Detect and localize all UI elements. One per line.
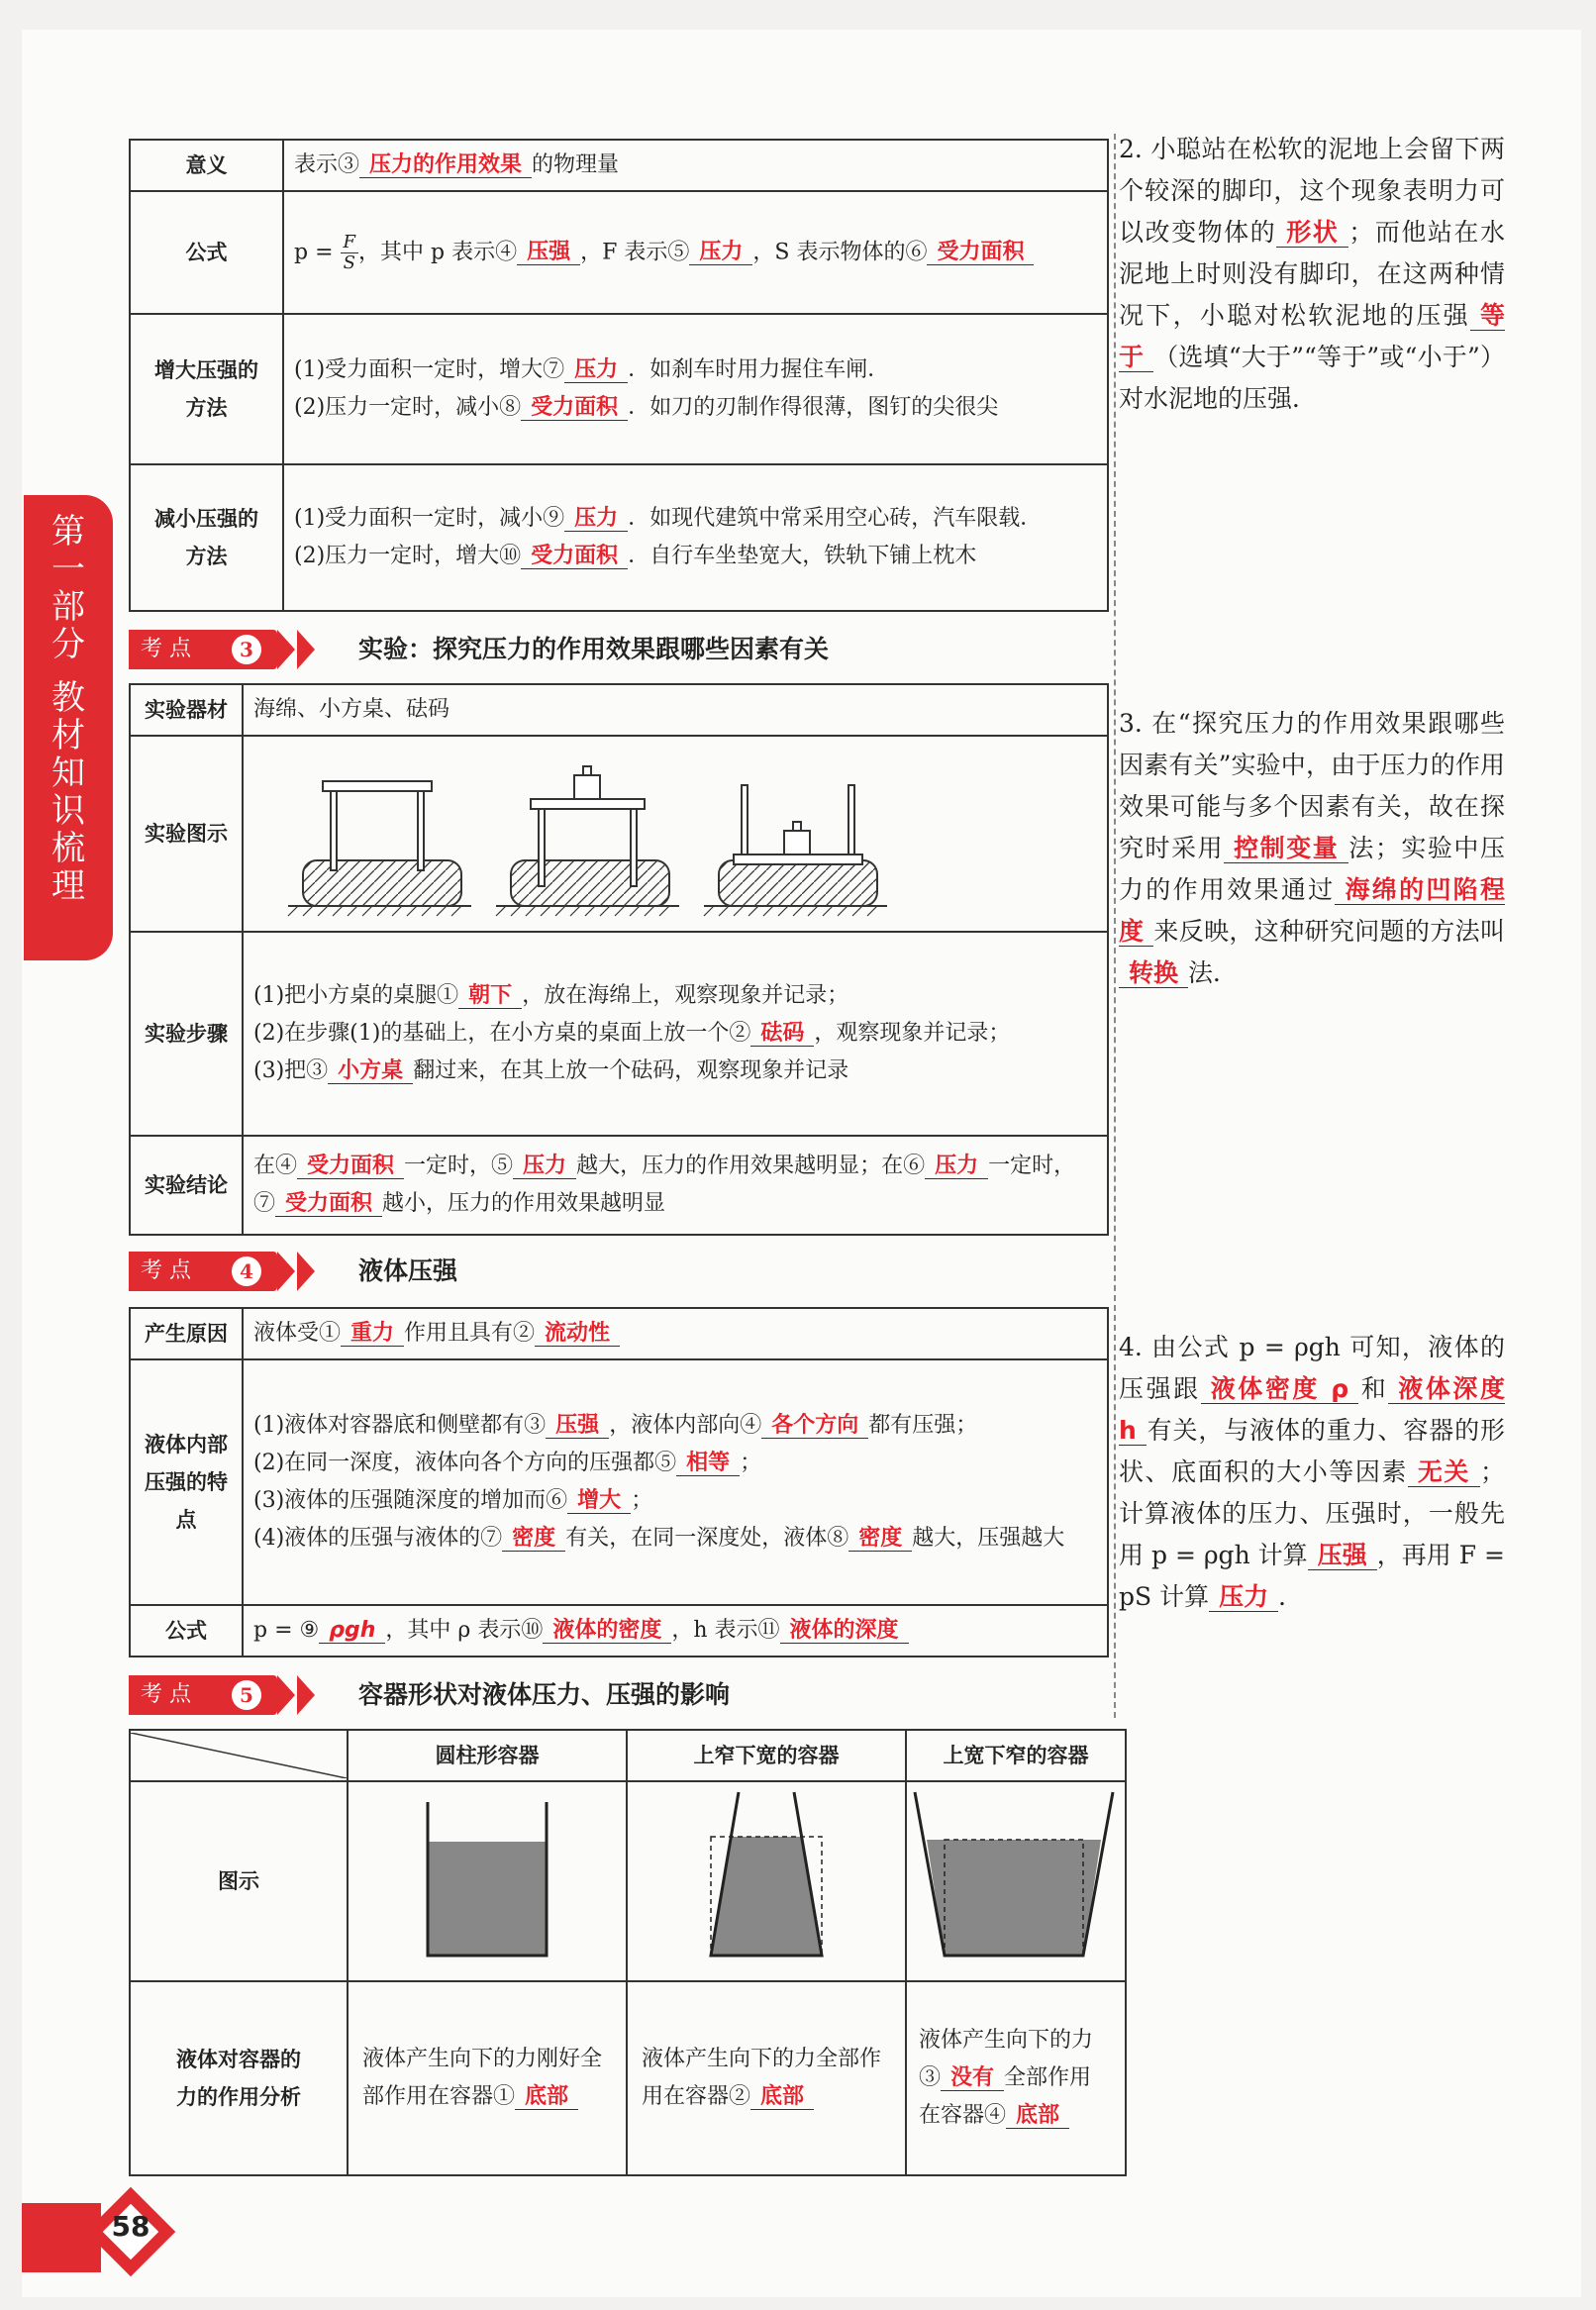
answer: 底部 <box>515 2084 578 2110</box>
table-row <box>130 1605 1108 1657</box>
experiment-figure <box>243 736 1108 932</box>
column-header: 上窄下宽的容器 <box>627 1730 906 1781</box>
narrow-top-container-icon <box>628 1782 905 1980</box>
liquid-pressure-table <box>129 1307 1109 1657</box>
table-row <box>130 1308 1108 1359</box>
side-char: 知 <box>51 753 85 793</box>
row-label: 实验图示 <box>130 736 243 932</box>
table-row <box>130 932 1108 1136</box>
side-char: 理 <box>51 866 85 906</box>
answer: 液体的密度 <box>543 1618 671 1644</box>
side-char: 材 <box>51 716 85 755</box>
answer: 液体密度 ρ <box>1201 1374 1358 1404</box>
row-label: 实验器材 <box>130 684 243 736</box>
section-title: 液体压强 <box>358 1256 458 1285</box>
row-label: 实验结论 <box>130 1136 243 1235</box>
answer: 没有 <box>941 2065 1004 2091</box>
side-char: 分 <box>51 625 85 664</box>
arrow-icon <box>277 1675 295 1715</box>
answer: ρgh <box>319 1618 385 1644</box>
analysis-cell: 液体产生向下的力全部作用在容器② 底部 <box>627 1981 906 2175</box>
answer: 受力面积 <box>275 1191 382 1217</box>
answer: 压力 <box>513 1154 576 1179</box>
row-label: 液体对容器的力的作用分析 <box>130 1981 348 2175</box>
section-number: 3 <box>232 635 261 664</box>
fraction-numerator: F <box>341 233 359 253</box>
row-content: 液体受① 重力 作用且具有② 流动性 <box>243 1308 1108 1359</box>
answer: 各个方向 <box>761 1413 868 1439</box>
answer: 压力 <box>564 357 628 383</box>
table-header-row <box>130 1730 1126 1781</box>
experiment-table <box>129 683 1109 1236</box>
answer: 形状 <box>1276 218 1348 248</box>
row-label: 图示 <box>130 1781 348 1981</box>
table-row <box>130 314 1108 464</box>
column-header: 上宽下窄的容器 <box>906 1730 1126 1781</box>
table-row <box>130 736 1108 932</box>
answer: 压强 <box>1308 1541 1377 1570</box>
diagonal-line <box>131 1733 347 1778</box>
container-shape-table <box>129 1729 1127 2176</box>
answer: 压强 <box>517 240 580 265</box>
row-content: (1)受力面积一定时，减小⑨ 压力 ．如现代建筑中常采用空心砖，汽车限载． (2)压力一定时，增大⑩ 受力面积 ．自行车坐垫宽大，铁轨下铺上枕木 <box>283 464 1108 611</box>
question-2: 2. 小聪站在松软的泥地上会留下两个较深的脚印，这个现象表明力可以改变物体的 形状 ；而他站在水泥地上时则没有脚印，在这两种情况下，小聪对松软泥地的压强 等于 （选填“大于”“等于”或“小于”）对水泥地的压强． <box>1119 135 1505 413</box>
wide-top-container-icon <box>907 1782 1125 1980</box>
row-label: 公式 <box>130 191 283 314</box>
diagonal-header-cell <box>130 1730 348 1781</box>
section-header-5 <box>129 1675 1109 1715</box>
answer: 压强 <box>546 1413 609 1439</box>
row-content: 在④ 受力面积 一定时，⑤ 压力 越大，压力的作用效果越明显；在⑥ 压力 一定时，⑦ 受力面积 越小，压力的作用效果越明显 <box>243 1136 1108 1235</box>
section-number: 4 <box>232 1256 261 1286</box>
cylinder-figure <box>348 1781 627 1981</box>
answer: 受力面积 <box>521 395 628 421</box>
question-3: 3. 在“探究压力的作用效果跟哪些因素有关”实验中，由于压力的作用效果可能与多个因素有关，故在探究时采用 控制变量 法；实验中压力的作用效果通过 海绵的凹陷程度 来反映，这种研究问题的方法叫转换 法． <box>1119 709 1505 987</box>
row-label: 增大压强的方法 <box>130 314 283 464</box>
answer: 流动性 <box>535 1321 620 1347</box>
column-header: 圆柱形容器 <box>348 1730 627 1781</box>
answer: 重力 <box>341 1321 404 1347</box>
column-divider <box>1114 134 1116 1718</box>
answer: 压力的作用效果 <box>359 152 532 178</box>
row-content: 海绵、小方桌、砝码 <box>243 684 1108 736</box>
section-header-3 <box>129 630 1109 669</box>
row-label: 意义 <box>130 140 283 191</box>
row-content: p = $\frac{F}{S}$ ，其中 p 表示④ 压强 ，F 表示⑤ 压力 ，S 表示物体的⑥ 受力面积 <box>283 191 1108 314</box>
side-char: 第 <box>51 512 85 552</box>
page-number-bar <box>22 2203 101 2272</box>
answer: 小方桌 <box>328 1058 413 1084</box>
answer: 底部 <box>750 2084 814 2110</box>
table-row <box>130 464 1108 611</box>
section-tag: 考 点 <box>129 630 277 669</box>
section-header-4 <box>129 1252 1109 1291</box>
answer: 受力面积 <box>927 240 1034 265</box>
answer: 压力 <box>689 240 752 265</box>
table-row <box>130 191 1108 314</box>
table-row <box>130 684 1108 736</box>
chapter-side-tab <box>24 495 113 960</box>
wide-top-figure <box>906 1781 1126 1981</box>
fraction-denominator: S <box>343 251 355 273</box>
answer: 压力 <box>1209 1582 1278 1612</box>
row-label: 液体内部压强的特点 <box>130 1359 243 1605</box>
section-tag: 考 点 <box>129 1675 277 1715</box>
row-content: (1)把小方桌的桌腿① 朝下 ，放在海绵上，观察现象并记录； (2)在步骤(1)的基础上，在小方桌的桌面上放一个② 砝码 ，观察现象并记录； (3)把③ 小方桌 翻过来，在其上放一个砝码，观察现象并记录 <box>243 932 1108 1136</box>
narrow-top-figure <box>627 1781 906 1981</box>
answer: 砝码 <box>750 1021 814 1047</box>
table-row <box>130 1981 1126 2175</box>
arrow-icon <box>297 630 315 669</box>
table-row <box>130 1359 1108 1605</box>
answer: 控制变量 <box>1224 834 1348 863</box>
answer: 液体深度 h <box>1119 1374 1505 1445</box>
arrow-icon <box>297 1252 315 1291</box>
answer: 受力面积 <box>297 1154 404 1179</box>
answer: 增大 <box>567 1488 631 1514</box>
answer: 海绵的凹陷程度 <box>1119 875 1505 946</box>
row-label: 产生原因 <box>130 1308 243 1359</box>
side-char: 部 <box>51 587 85 627</box>
answer: 压力 <box>925 1154 988 1179</box>
pressure-table <box>129 139 1109 612</box>
answer: 液体的深度 <box>780 1618 909 1644</box>
answer: 压力 <box>564 506 628 532</box>
analysis-cell: 液体产生向下的力刚好全部作用在容器① 底部 <box>348 1981 627 2175</box>
answer: 底部 <box>1006 2103 1069 2129</box>
table-row <box>130 140 1108 191</box>
section-title: 实验：探究压力的作用效果跟哪些因素有关 <box>358 635 830 663</box>
row-label: 实验步骤 <box>130 932 243 1136</box>
answer: 朝下 <box>458 983 522 1009</box>
answer: 转换 <box>1119 958 1188 988</box>
side-char: 一 <box>51 550 85 589</box>
row-content: 表示③ 压力的作用效果 的物理量 <box>283 140 1108 191</box>
answer: 相等 <box>676 1451 740 1476</box>
row-content: (1)液体对容器底和侧壁都有③ 压强 ，液体内部向④ 各个方向 都有压强； (2)在同一深度，液体向各个方向的压强都⑤ 相等 ； (3)液体的压强随深度的增加而⑥ 增大 ； (4)液体的压强与液体的⑦ 密度 有关，在同一深度处，液体⑧ 密度 越大，压强越大 <box>243 1359 1108 1605</box>
cylinder-container-icon <box>349 1782 626 1980</box>
row-content: (1)受力面积一定时，增大⑦ 压力 ．如刹车时用力握住车闸． (2)压力一定时，减小⑧ 受力面积 ．如刀的刃制作得很薄，图钉的尖很尖 <box>283 314 1108 464</box>
question-4: 4. 由公式 p = ρgh 可知，液体的压强跟 液体密度 ρ 和 液体深度 h 有关，与液体的重力、容器的形状、底面积的大小等因素 无关 ；计算液体的压力、压强时，一般先用 p = ρgh 计算 压强 ，再用 F = pS 计算 压力 ． <box>1119 1333 1505 1611</box>
side-char: 教 <box>51 678 85 718</box>
arrow-icon <box>277 1252 295 1291</box>
answer: 等于 <box>1119 301 1505 371</box>
sponge-table-diagram <box>244 740 1095 928</box>
answer: 密度 <box>502 1526 565 1552</box>
row-label: 减小压强的方法 <box>130 464 283 611</box>
answer: 密度 <box>848 1526 912 1552</box>
analysis-cell: 液体产生向下的力③ 没有 全部作用在容器④ 底部 <box>906 1981 1126 2175</box>
table-row <box>130 1136 1108 1235</box>
side-char: 梳 <box>51 829 85 868</box>
arrow-icon <box>277 630 295 669</box>
row-content: p = ⑨ ρgh ，其中 ρ 表示⑩ 液体的密度 ，h 表示⑪ 液体的深度 <box>243 1605 1108 1657</box>
section-number: 5 <box>232 1680 261 1710</box>
answer: 受力面积 <box>521 544 628 569</box>
section-title: 容器形状对液体压力、压强的影响 <box>358 1680 731 1709</box>
page-number: 58 <box>111 2210 150 2243</box>
arrow-icon <box>297 1675 315 1715</box>
table-row <box>130 1781 1126 1981</box>
side-char: 识 <box>51 791 85 831</box>
answer: 无关 <box>1408 1457 1480 1487</box>
section-tag: 考 点 <box>129 1252 277 1291</box>
row-label: 公式 <box>130 1605 243 1657</box>
